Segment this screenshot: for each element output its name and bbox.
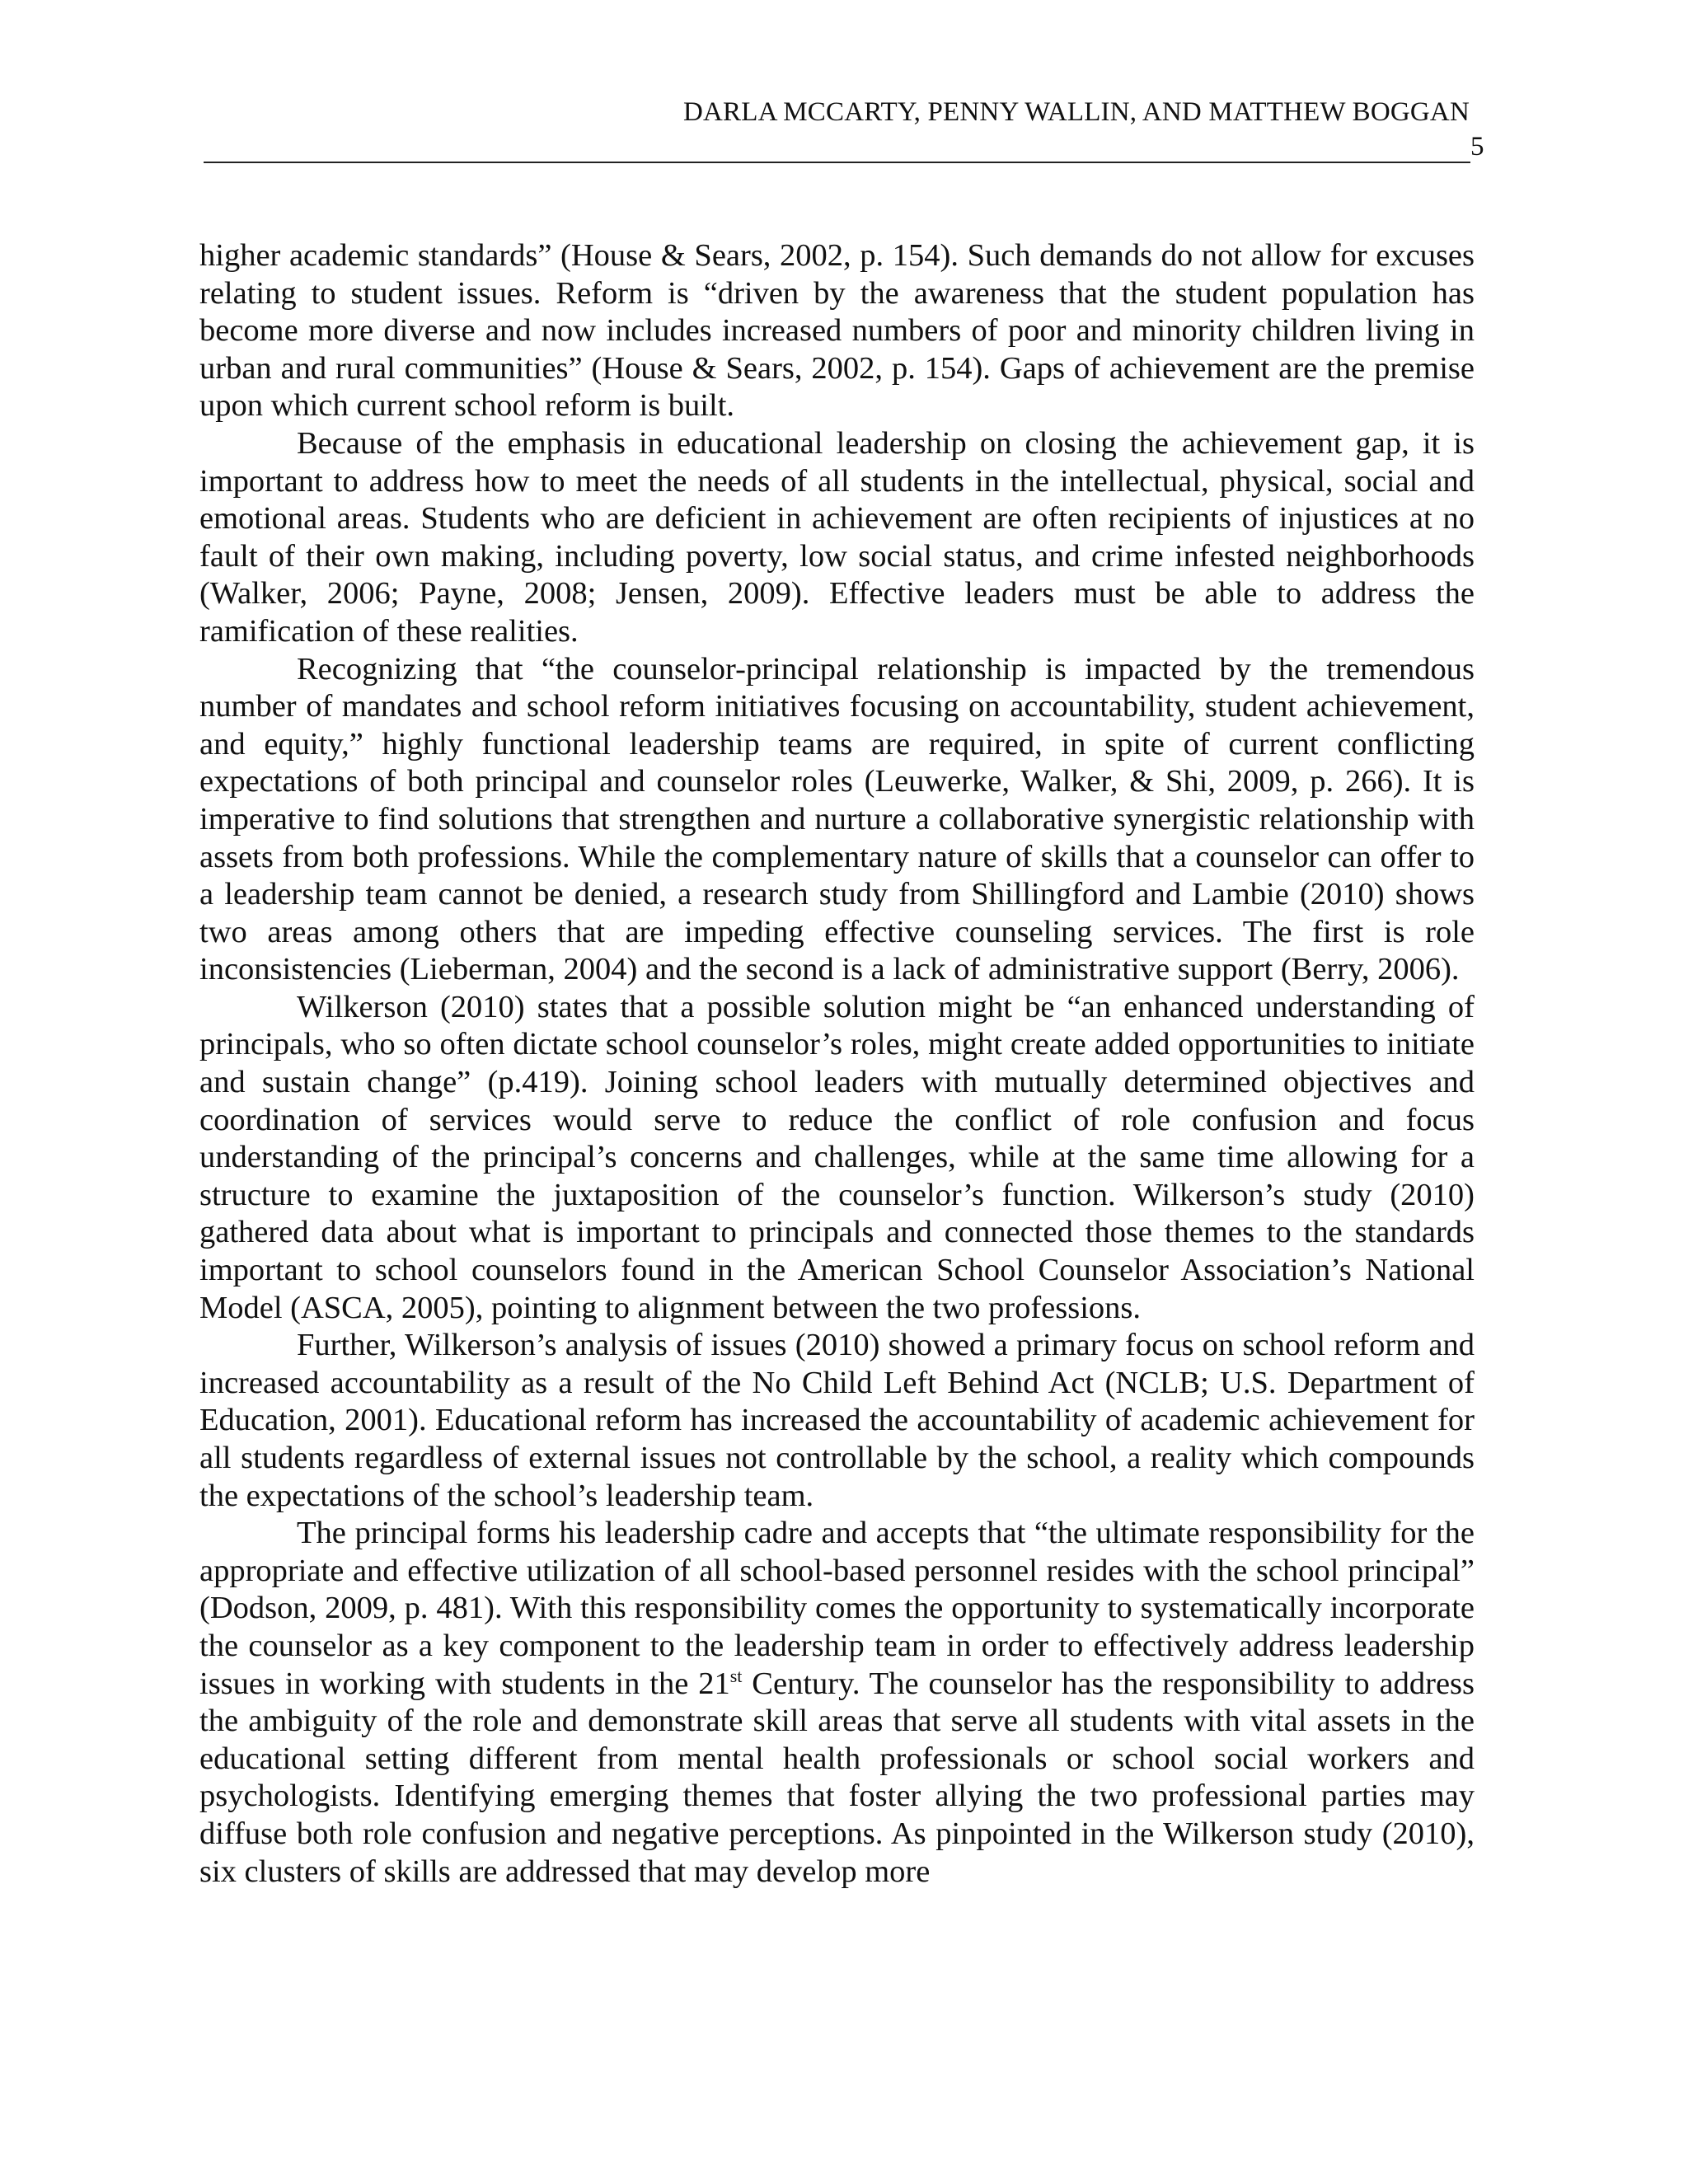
body-text [199, 237, 1475, 1891]
paragraph-6 [199, 1515, 1475, 1891]
running-head-authors: DARLA MCCARTY, PENNY WALLIN, AND MATTHEW BOGGAN [682, 97, 1470, 127]
paragraph-4: Wilkerson (2010) states that a possible solution might be “an enhanced understanding of principals, who so often dictate school counselor’s roles, might create added opportunities to initiate and sustain change” (p.419). Joining school leaders with mutually determined objectives and coordination of services would serve to reduce the conflict of role confusion and focus understanding of the principal’s concerns and challenges, while at the same time allowing for a structure to examine the juxtaposition of the counselor’s function. Wilkerson’s study (2010) gathered data about what is important to principals and connected those themes to the standards important to school counselors found in the American School Counselor Association’s National Model (ASCA, 2005), pointing to alignment between the two professions. [199, 989, 1475, 1325]
paragraph-2: Because of the emphasis in educational leadership on closing the achievement gap, it is important to address how to meet the needs of all students in the intellectual, physical, social and emotional areas. Students who are deficient in achievement are often recipients of injustices at no fault of their own making, including poverty, low social status, and crime infested neighborhoods (Walker, 2006; Payne, 2008; Jensen, 2009). Effective leaders must be able to address the ramification of these realities. [199, 425, 1475, 649]
paragraph-5: Further, Wilkerson’s analysis of issues (2010) showed a primary focus on school reform and increased accountability as a result of the No Child Left Behind Act (NCLB; U.S. Department of Education, 2001). Educational reform has increased the accountability of academic achievement for all students regardless of external issues not controllable by the school, a reality which compounds the expectations of the school’s leadership team. [199, 1328, 1475, 1513]
ordinal-superscript: st [729, 1665, 743, 1686]
paragraph-1: higher academic standards” (House & Sears, 2002, p. 154). Such demands do not allow for excuses relating to student issues. Reform is “driven by the awareness that the student population has become more diverse and now includes increased numbers of poor and minority children living in urban and rural communities” (House & Sears, 2002, p. 154). Gaps of achievement are the premise upon which current school reform is built. [199, 238, 1475, 424]
page-number: 5 [1470, 132, 1484, 162]
paragraph-6-text-a: The principal forms his leadership cadre and accepts that “the ultimate responsibility for the appropriate and effective utilization of all school-based personnel resides with the school principal” (Dodson, 2009, p. 481). With this responsibility comes the opportunity to systematically incorporate the counselor as a key component to the leadership team in order to effectively address leadership issues in working with students in the 21 [199, 1516, 1475, 1701]
header-rule [204, 162, 1470, 163]
paragraph-3: Recognizing that “the counselor-principal relationship is impacted by the tremendous number of mandates and school reform initiatives focusing on accountability, student achievement, and equity,” highly functional leadership teams are required, in spite of current conflicting expectations of both principal and counselor roles (Leuwerke, Walker, & Shi, 2009, p. 266). It is imperative to find solutions that strengthen and nurture a collaborative synergistic relationship with assets from both professions. While the complementary nature of skills that a counselor can offer to a leadership team cannot be denied, a research study from Shillingford and Lambie (2010) shows two areas among others that are impeding effective counseling services. The first is role inconsistencies (Lieberman, 2004) and the second is a lack of administrative support (Berry, 2006). [199, 651, 1475, 987]
paragraph-6-text-b: Century. The counselor has the responsibility to address the ambiguity of the role and demonstrate skill areas that serve all students with vital assets in the educational setting different from mental health professionals or school social workers and psychologists. Identifying emerging themes that foster allying the two professional parties may diffuse both role confusion and negative perceptions. As pinpointed in the Wilkerson study (2010), six clusters of skills are addressed that may develop more [199, 1666, 1475, 1889]
